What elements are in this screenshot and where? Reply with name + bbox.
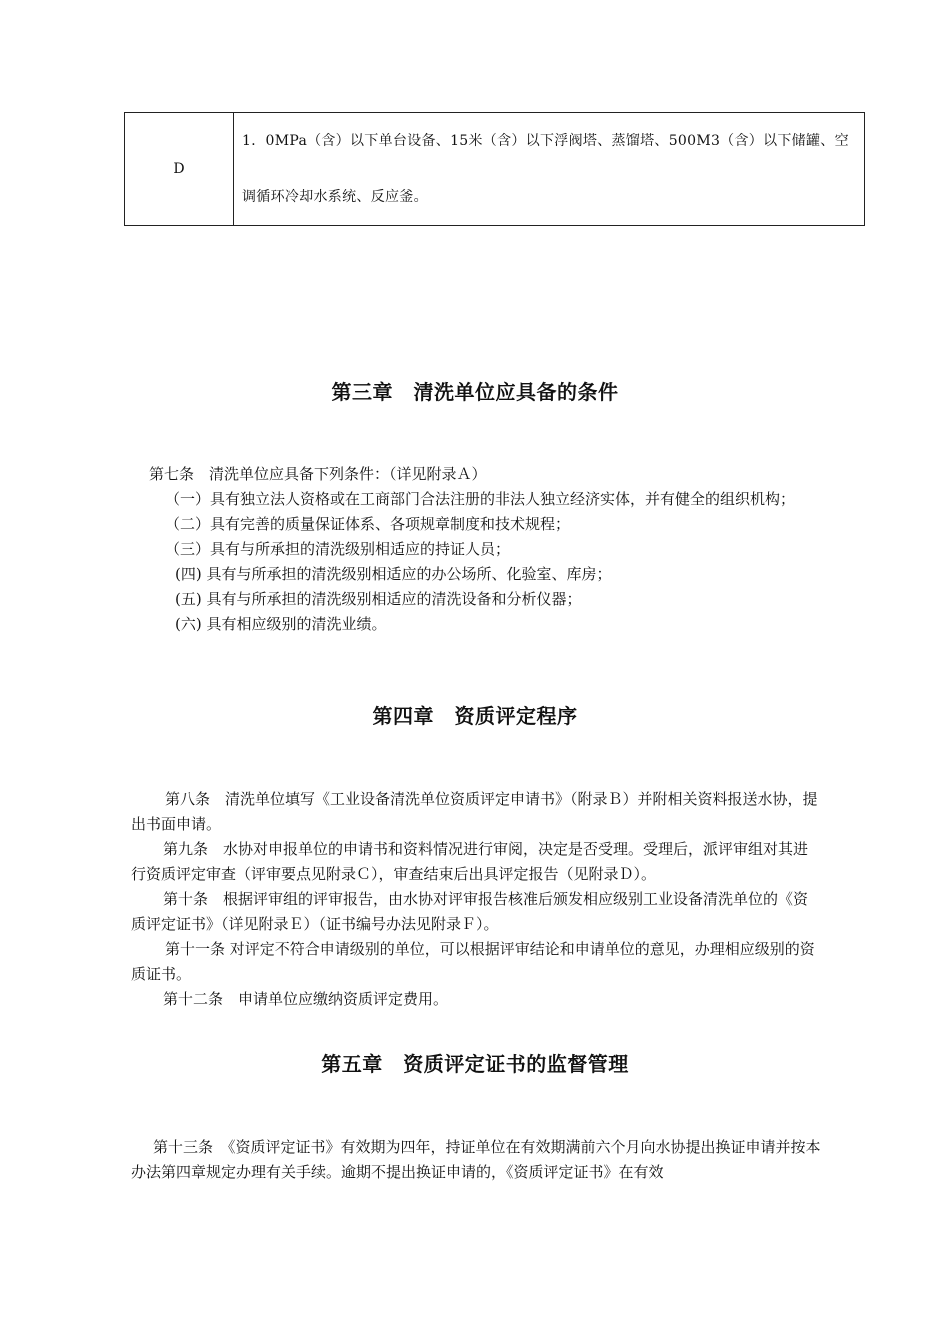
condition-item-1: （一）具有独立法人资格或在工商部门合法注册的非法人独立经济实体，并有健全的组织机构；	[165, 490, 796, 508]
table-row	[125, 113, 865, 226]
chapter-4-title: 第四章 资质评定程序	[372, 704, 578, 728]
article-7: 第七条 清洗单位应具备下列条件：（详见附录Ａ）	[149, 465, 487, 483]
chapter-4-body	[131, 787, 821, 1012]
condition-item-6: (六) 具有相应级别的清洗业绩。	[175, 615, 387, 633]
chapter-3-title: 第三章 清洗单位应具备的条件	[331, 380, 619, 404]
article-10: 第十条 根据评审组的评审报告，由水协对评审报告核准后颁发相应级别工业设备清洗单位的《资质评定证书》（详见附录Ｅ）（证书编号办法见附录Ｆ）。	[131, 890, 809, 933]
article-8: 第八条 清洗单位填写《工业设备清洗单位资质评定申请书》（附录Ｂ）并附相关资料报送水协，提出书面申请。	[131, 790, 818, 833]
grade-cell: D	[125, 113, 234, 226]
article-9: 第九条 水协对申报单位的申请书和资料情况进行审阅，决定是否受理。受理后，派评审组对其进行资质评定审查（评审要点见附录Ｃ），审查结束后出具评定报告（见附录Ｄ）。	[131, 840, 809, 883]
grade-description: 1．0MPa（含）以下单台设备、15米（含）以下浮阀塔、蒸馏塔、500M3（含）以下储罐、空调循环冷却水系统、反应釜。	[234, 113, 865, 226]
article-12: 第十二条 申请单位应缴纳资质评定费用。	[163, 990, 449, 1008]
chapter-5-body	[131, 1135, 821, 1185]
article-11: 第十一条 对评定不符合申请级别的单位，可以根据评审结论和申请单位的意见，办理相应级别的资质证书。	[131, 940, 815, 983]
article-13: 第十三条 《资质评定证书》有效期为四年，持证单位在有效期满前六个月向水协提出换证申请并按本办法第四章规定办理有关手续。逾期不提出换证申请的，《资质评定证书》在有效	[131, 1138, 821, 1181]
condition-item-3: （三）具有与所承担的清洗级别相适应的持证人员；	[165, 540, 511, 558]
condition-item-5: (五) 具有与所承担的清洗级别相适应的清洗设备和分析仪器；	[175, 590, 582, 608]
grade-table	[124, 112, 865, 226]
chapter-5-title: 第五章 资质评定证书的监督管理	[321, 1052, 629, 1076]
chapter-3-body	[131, 462, 821, 637]
condition-item-2: （二）具有完善的质量保证体系、各项规章制度和技术规程；	[165, 515, 571, 533]
condition-item-4: (四) 具有与所承担的清洗级别相适应的办公场所、化验室、库房；	[175, 565, 612, 583]
